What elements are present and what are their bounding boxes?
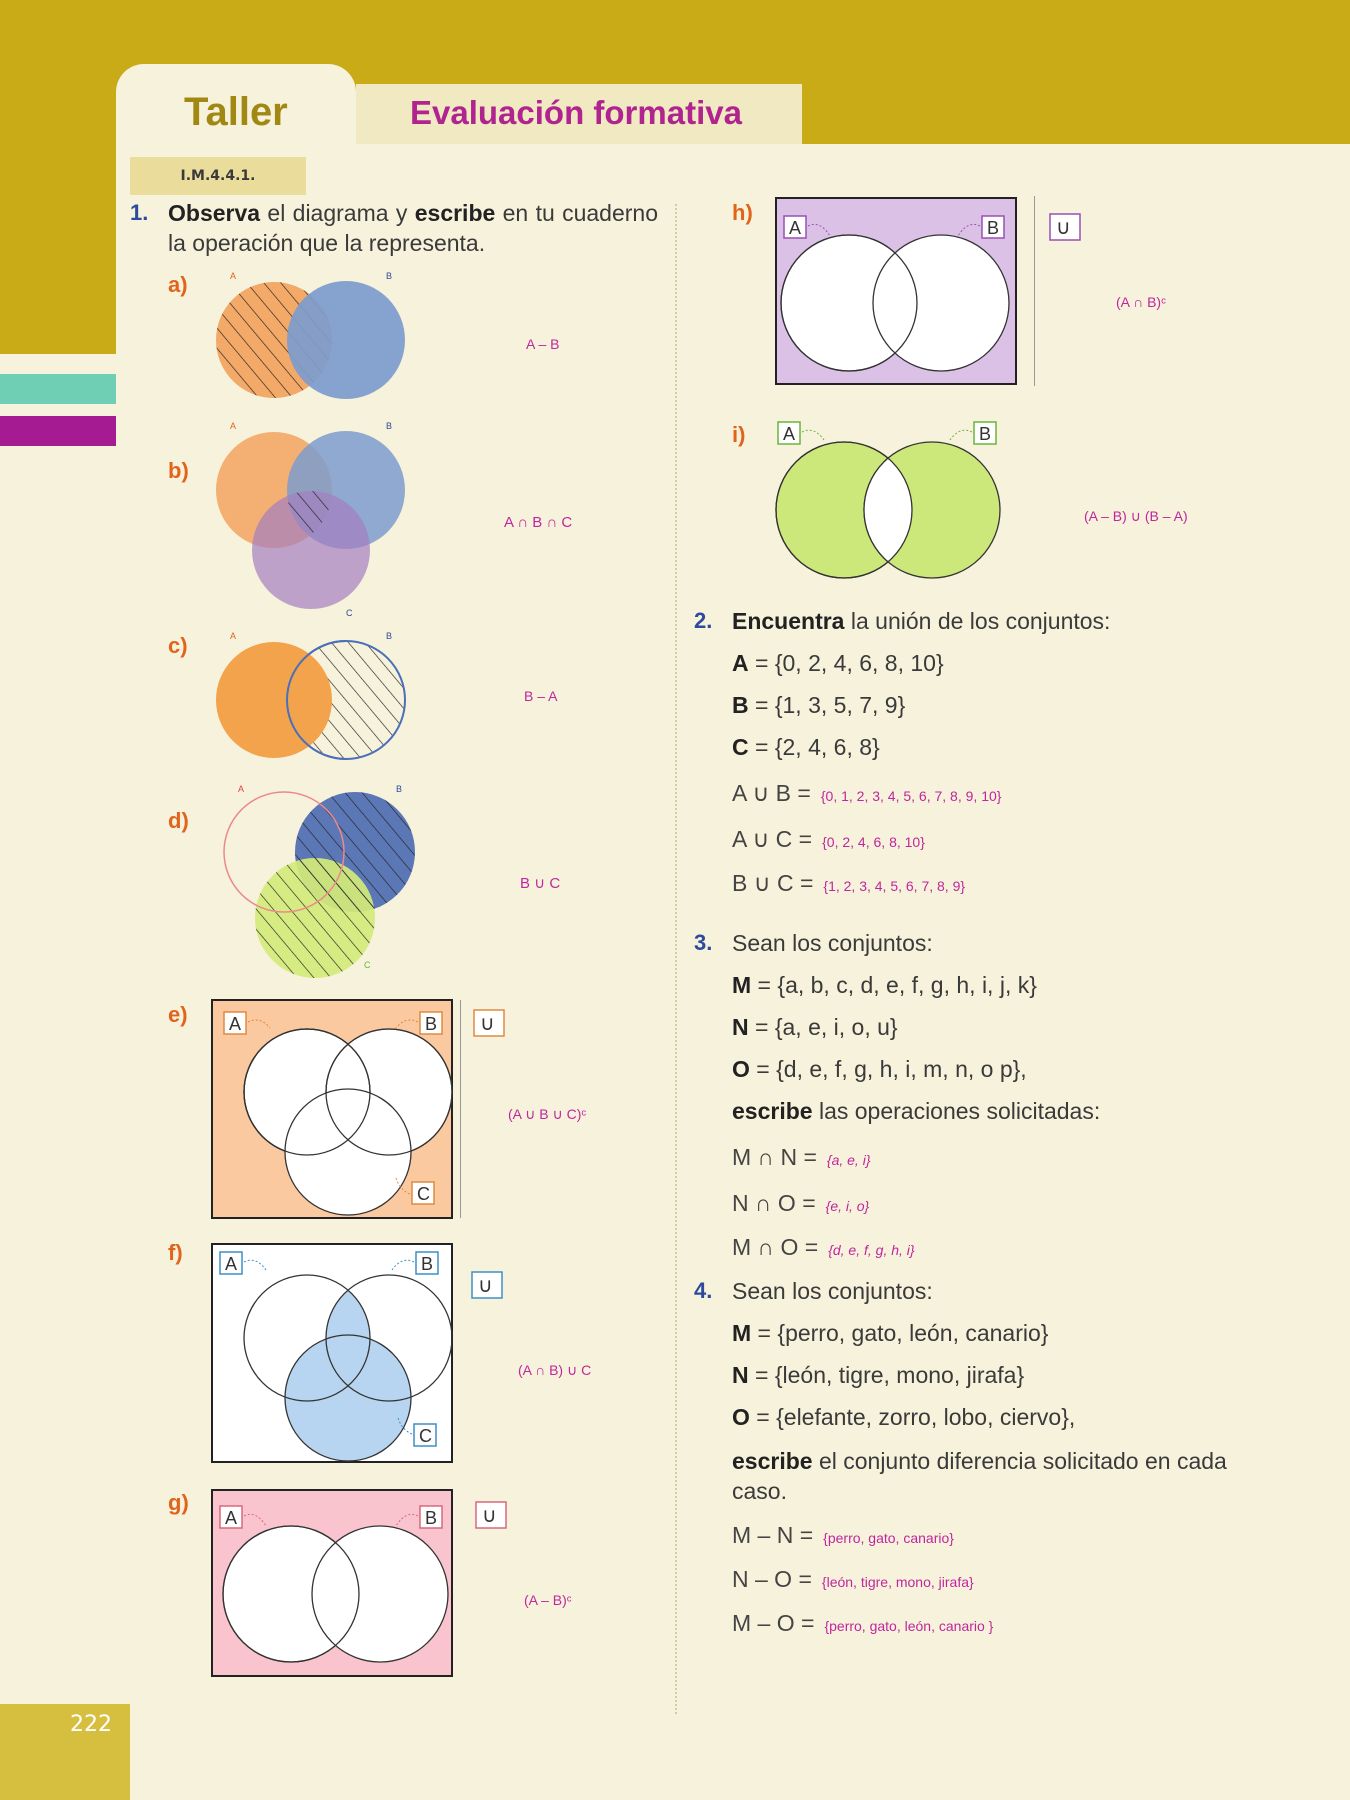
op-answer: {perro, gato, canario} <box>823 1530 954 1546</box>
set-value: = {a, e, i, o, u} <box>748 1014 898 1040</box>
q3-intro: Sean los conjuntos: <box>732 930 933 956</box>
label-A: A <box>225 1508 238 1528</box>
label-C: C <box>417 1184 430 1204</box>
set-name: B <box>732 692 749 718</box>
q2-set-B <box>732 692 905 719</box>
tab-eval-label: Evaluación formativa <box>410 94 742 131</box>
left-band <box>0 144 116 354</box>
q1-bold-escribe: escribe <box>414 200 496 226</box>
set-value: = {perro, gato, león, canario} <box>751 1320 1049 1346</box>
set-value: = {2, 4, 6, 8} <box>748 734 880 760</box>
item-h-answer: (A ∩ B)ᶜ <box>1116 294 1167 310</box>
q4-op-2 <box>732 1566 974 1593</box>
op-answer: {0, 2, 4, 6, 8, 10} <box>822 834 925 850</box>
set-name: M <box>732 972 752 998</box>
op-answer: {e, i, o} <box>825 1198 870 1214</box>
item-c-answer: B – A <box>524 688 558 704</box>
op-expression: M – N = <box>732 1522 814 1548</box>
q3-op-1 <box>732 1144 871 1171</box>
set-name: M <box>732 1320 752 1346</box>
label-C: C <box>419 1426 432 1446</box>
set-value: = {elefante, zorro, lobo, ciervo}, <box>749 1404 1076 1430</box>
item-a-letter: a) <box>168 272 188 297</box>
item-e-answer: (A ∪ B ∪ C)ᶜ <box>508 1106 587 1122</box>
q4-intro: Sean los conjuntos: <box>732 1278 933 1304</box>
item-b-answer: A ∩ B ∩ C <box>504 514 573 531</box>
q2-set-A <box>732 650 944 677</box>
label-A: A <box>225 1254 238 1274</box>
universe-symbol: ∪ <box>478 1275 493 1297</box>
venn-diagram-b <box>200 418 420 618</box>
q2-op-2 <box>732 826 925 853</box>
q2-bold: Encuentra <box>732 608 845 634</box>
set-value: = {0, 2, 4, 6, 8, 10} <box>748 650 944 676</box>
venn-diagram-h <box>774 196 1094 386</box>
tab-taller <box>116 64 356 164</box>
op-expression: N – O = <box>732 1566 812 1592</box>
q1-text-part: el diagrama y <box>260 200 415 226</box>
q4-set-O <box>732 1404 1075 1431</box>
label-A: A <box>230 421 237 431</box>
tab-evaluacion <box>356 84 802 144</box>
q3-instr-rest: las operaciones solicitadas: <box>812 1098 1101 1124</box>
q1-text <box>168 198 658 258</box>
set-name: O <box>732 1404 750 1430</box>
op-answer: {1, 2, 3, 4, 5, 6, 7, 8, 9} <box>823 878 966 894</box>
venn-diagram-a <box>200 268 420 408</box>
label-A: A <box>229 1014 242 1034</box>
label-B: B <box>979 424 992 444</box>
label-B: B <box>425 1014 438 1034</box>
venn-diagram-d <box>200 782 420 982</box>
op-expression: A ∪ C = <box>732 826 813 852</box>
teal-stripe <box>0 374 116 404</box>
label-B: B <box>386 631 393 641</box>
q4-set-M <box>732 1320 1048 1347</box>
label-B: B <box>987 218 1000 238</box>
q2-set-C <box>732 734 880 761</box>
q1-text-part: en tu cuaderno la operación que la representa. <box>168 200 658 256</box>
op-expression: A ∪ B = <box>732 780 811 806</box>
universe-symbol: ∪ <box>480 1013 495 1035</box>
universe-symbol: ∪ <box>482 1505 497 1527</box>
set-name: N <box>732 1362 749 1388</box>
q3-number: 3. <box>694 930 713 955</box>
op-answer: {a, e, i} <box>826 1152 871 1168</box>
set-value: = {d, e, f, g, h, i, m, n, o p}, <box>749 1056 1027 1082</box>
magenta-stripe <box>0 416 116 446</box>
set-value: = {1, 3, 5, 7, 9} <box>748 692 906 718</box>
item-a-answer: A – B <box>526 336 560 352</box>
label-A: A <box>230 631 237 641</box>
venn-diagram-c <box>200 628 420 768</box>
item-e-letter: e) <box>168 1002 188 1027</box>
q4-op-3 <box>732 1610 993 1637</box>
q1-number: 1. <box>130 200 149 225</box>
set-value: = {a, b, c, d, e, f, g, h, i, j, k} <box>751 972 1037 998</box>
op-expression: M ∩ O = <box>732 1234 819 1260</box>
q2-op-1 <box>732 780 1001 807</box>
label-B: B <box>386 421 393 431</box>
tab-taller-label: Taller <box>184 90 288 134</box>
q2-number: 2. <box>694 608 713 633</box>
q4-set-N <box>732 1362 1024 1389</box>
q2-intro <box>732 606 1110 636</box>
q3-set-O <box>732 1056 1027 1083</box>
op-answer: {d, e, f, g, h, i} <box>828 1242 915 1258</box>
q4-instruction <box>732 1446 1252 1506</box>
q4-op-1 <box>732 1522 954 1549</box>
q2-op-3 <box>732 870 965 897</box>
label-A: A <box>238 784 245 794</box>
venn-diagram-i <box>774 418 1014 582</box>
universe-symbol: ∪ <box>1056 217 1071 239</box>
venn-diagram-f <box>210 1242 510 1468</box>
set-name: N <box>732 1014 749 1040</box>
op-answer: {0, 1, 2, 3, 4, 5, 6, 7, 8, 9, 10} <box>820 788 1002 804</box>
item-c-letter: c) <box>168 633 188 658</box>
item-g-answer: (A – B)ᶜ <box>524 1592 572 1608</box>
op-expression: M – O = <box>732 1610 815 1636</box>
item-b-letter: b) <box>168 458 189 483</box>
q4-number: 4. <box>694 1278 713 1303</box>
page-number: 222 <box>70 1712 112 1737</box>
q3-set-M <box>732 972 1037 999</box>
set-name: C <box>732 734 749 760</box>
venn-diagram-g <box>210 1488 510 1678</box>
q2-intro-rest: la unión de los conjuntos: <box>844 608 1111 634</box>
item-g-letter: g) <box>168 1490 189 1515</box>
set-name: O <box>732 1056 750 1082</box>
q3-op-2 <box>732 1190 869 1217</box>
label-A: A <box>230 271 237 281</box>
item-f-answer: (A ∩ B) ∪ C <box>518 1362 592 1378</box>
label-C: C <box>346 608 353 618</box>
q4-bold: escribe <box>732 1448 813 1474</box>
q3-set-N <box>732 1014 898 1041</box>
item-d-answer: B ∪ C <box>520 875 561 892</box>
op-expression: B ∪ C = <box>732 870 814 896</box>
q3-op-3 <box>732 1234 915 1261</box>
q1-bold-observa: Observa <box>168 200 261 226</box>
set-value: = {león, tigre, mono, jirafa} <box>748 1362 1025 1388</box>
q4-instr-rest: el conjunto diferencia solicitado en cada caso. <box>732 1448 1227 1504</box>
op-answer: {león, tigre, mono, jirafa} <box>821 1574 974 1590</box>
q3-instruction <box>732 1098 1100 1125</box>
op-answer: {perro, gato, león, canario } <box>824 1618 994 1634</box>
label-B: B <box>386 271 393 281</box>
label-B: B <box>425 1508 438 1528</box>
item-d-letter: d) <box>168 808 189 833</box>
label-A: A <box>789 218 802 238</box>
label-B: B <box>421 1254 434 1274</box>
q3-bold: escribe <box>732 1098 813 1124</box>
op-expression: M ∩ N = <box>732 1144 817 1170</box>
venn-diagram-e <box>210 998 510 1224</box>
item-f-letter: f) <box>168 1240 183 1265</box>
set-name: A <box>732 650 749 676</box>
label-C: C <box>364 960 371 970</box>
item-h-letter: h) <box>732 200 753 225</box>
skill-code: I.M.4.4.1. <box>130 157 306 195</box>
column-divider <box>675 204 677 1714</box>
item-i-answer: (A – B) ∪ (B – A) <box>1084 508 1188 524</box>
label-A: A <box>783 424 796 444</box>
label-B: B <box>396 784 403 794</box>
op-expression: N ∩ O = <box>732 1190 816 1216</box>
item-i-letter: i) <box>732 422 746 447</box>
